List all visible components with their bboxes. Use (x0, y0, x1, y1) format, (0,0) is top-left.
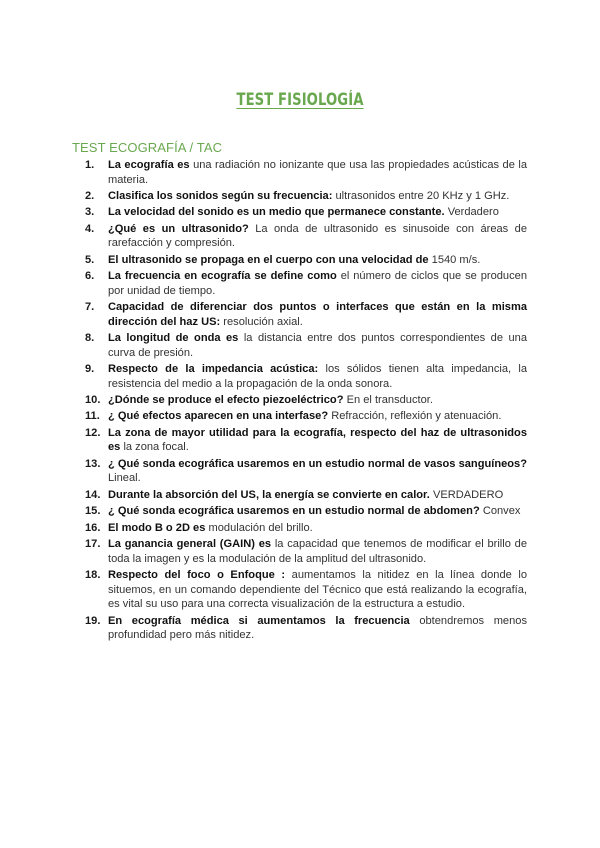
question-text: En ecografía médica si aumentamos la frecuencia (108, 614, 410, 627)
question-text: ¿Dónde se produce el efecto piezoeléctrico? (108, 394, 344, 407)
answer-text: una radiación no ionizante que usa las propiedades acústicas de la materia. (108, 159, 527, 186)
list-item (85, 222, 527, 251)
list-item (85, 253, 527, 268)
question-text: La zona de mayor utilidad para la ecografía, respecto del haz de ultrasonidos es (108, 426, 527, 454)
question-text: La longitud de onda es (108, 332, 239, 345)
question-number: 4. (85, 222, 95, 235)
question-number: 3. (85, 206, 95, 219)
question-number: 6. (85, 270, 95, 283)
list-item (85, 189, 527, 204)
question-number: 15. (85, 505, 101, 518)
question-text: El modo B o 2D es (108, 521, 206, 534)
list-item (85, 158, 527, 187)
question-number: 9. (85, 363, 95, 376)
question-number: 13. (85, 457, 101, 470)
question-text: La ganancia general (GAIN) es (108, 538, 272, 550)
question-number: 12. (85, 426, 101, 439)
question-text: ¿Qué es un ultrasonido? (108, 222, 249, 235)
question-number: 1. (85, 159, 95, 171)
list-item (85, 426, 527, 455)
list-item (85, 269, 527, 298)
list-item (85, 521, 527, 536)
question-number: 5. (85, 253, 95, 266)
answer-text: Verdadero (447, 206, 499, 219)
question-number: 18. (85, 568, 101, 581)
question-number: 14. (85, 488, 101, 501)
question-number: 17. (85, 538, 101, 550)
answer-text: ultrasonidos entre 20 KHz y 1 GHz. (335, 189, 510, 202)
section-heading: TEST ECOGRAFÍA / TAC (72, 140, 223, 155)
question-number: 16. (85, 521, 101, 534)
question-text: La velocidad del sonido es un medio que permanece constante. (108, 206, 445, 219)
list-item (85, 205, 527, 220)
list-item (85, 331, 527, 360)
answer-text: Refracción, reflexión y atenuación. (331, 410, 502, 423)
question-text: El ultrasonido se propaga en el cuerpo con una velocidad de (108, 253, 429, 266)
list-item (85, 362, 527, 391)
answer-text: VERDADERO (432, 488, 504, 501)
list-item (85, 393, 527, 408)
answer-text: modulación del brillo. (208, 521, 313, 534)
question-number: 11. (85, 410, 100, 423)
question-number: 7. (85, 301, 95, 314)
question-list (85, 158, 527, 645)
answer-text: La onda de ultrasonido es sinusoide con áreas de rarefacción y compresión. (108, 222, 527, 250)
answer-text: la capacidad que tenemos de modificar el brillo de toda la imagen y es la modulación de la amplitud del ultrasonido. (108, 538, 527, 565)
list-item (85, 568, 527, 612)
question-number: 19. (85, 614, 101, 627)
list-item (85, 614, 527, 643)
answer-text: aumentamos la nitidez en la línea donde lo situemos, en un comando dependiente del Técnico que está realizando la ecografía, es vital su uso para una correcta visualización de la estructura a estudio. (108, 568, 527, 611)
question-text: Respecto de la impedancia acústica: (108, 363, 319, 376)
list-item (85, 300, 527, 329)
question-text: La ecografía es (108, 159, 190, 171)
question-text: ¿ Qué sonda ecográfica usaremos en un estudio normal de vasos sanguíneos? (108, 457, 527, 470)
answer-text: obtendremos menos profundidad pero más nitidez. (108, 614, 527, 642)
list-item (85, 457, 527, 486)
question-text: Clasifica los sonidos según su frecuencia: (108, 189, 333, 202)
answer-text: la zona focal. (123, 441, 189, 454)
list-item (85, 409, 527, 424)
question-text: Capacidad de diferenciar dos puntos o interfaces que están en la misma dirección del haz US: (108, 301, 527, 328)
document-title: TEST FISIOLOGÍA (236, 90, 364, 109)
list-item (85, 488, 527, 503)
question-text: ¿ Qué sonda ecográfica usaremos en un estudio normal de abdomen? (108, 505, 480, 518)
answer-text: 1540 m/s. (431, 253, 481, 266)
question-number: 8. (85, 332, 95, 345)
answer-text: el número de ciclos que se producen por unidad de tiempo. (108, 270, 527, 297)
list-item (85, 537, 527, 566)
answer-text: Convex (482, 505, 521, 518)
answer-text: la distancia entre dos puntos correspondientes de una curva de presión. (108, 332, 527, 359)
list-item (85, 504, 527, 519)
question-number: 10. (85, 394, 101, 407)
answer-text: En el transductor. (346, 394, 433, 407)
answer-text: Lineal. (108, 472, 141, 485)
answer-text: los sólidos tienen alta impedancia, la resistencia del medio a la propagación de la onda sonora. (108, 363, 527, 390)
question-text: Respecto del foco o Enfoque : (108, 568, 286, 581)
answer-text: resolución axial. (223, 315, 303, 328)
question-text: La frecuencia en ecografía se define como (108, 270, 337, 283)
question-number: 2. (85, 189, 95, 202)
question-text: Durante la absorción del US, la energía se convierte en calor. (108, 488, 430, 501)
question-text: ¿ Qué efectos aparecen en una interfase? (108, 410, 329, 423)
